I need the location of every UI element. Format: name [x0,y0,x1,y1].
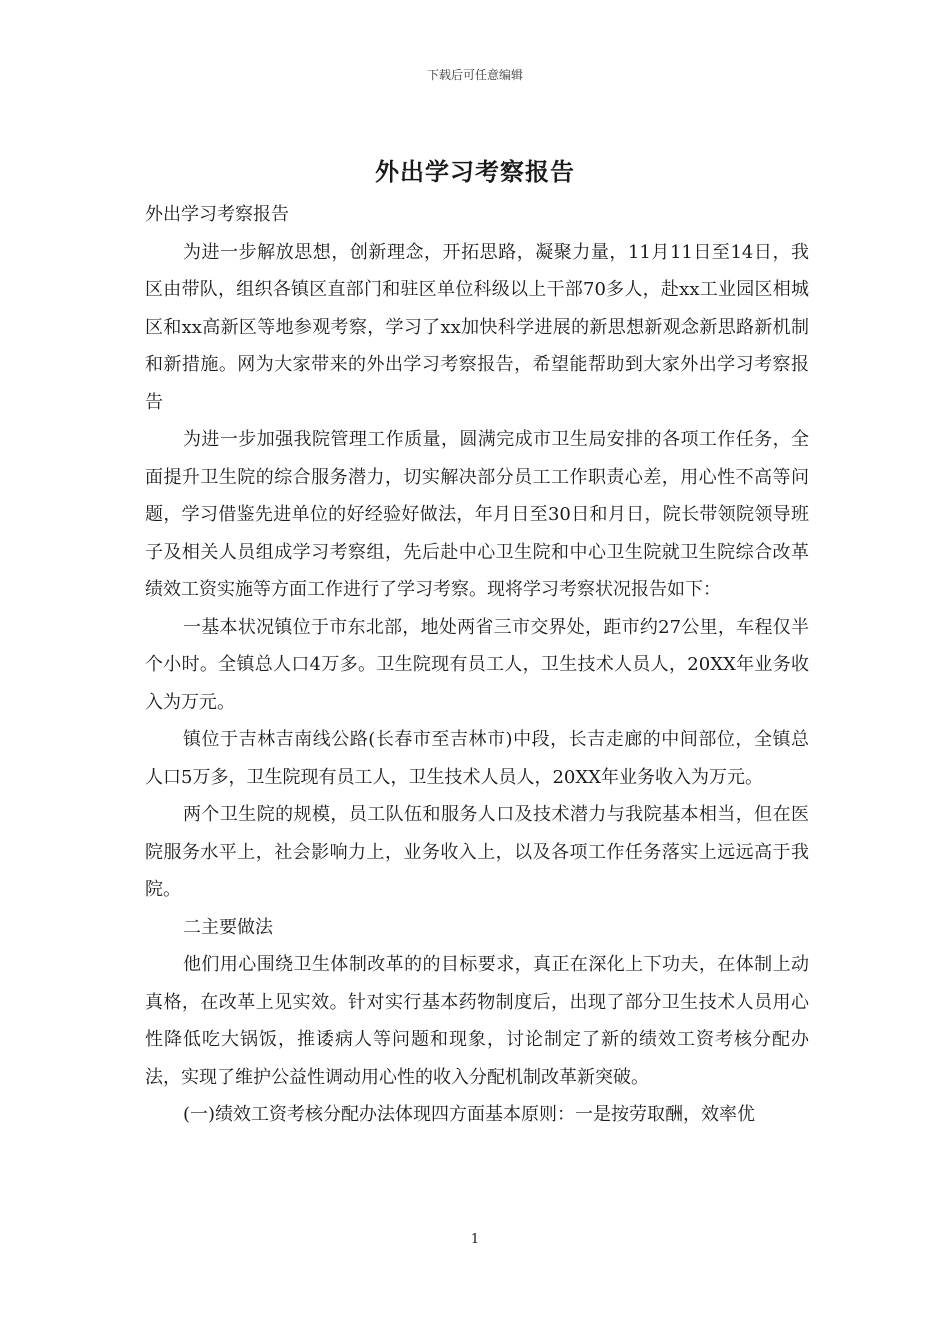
paragraph: 两个卫生院的规模，员工队伍和服务人口及技术潜力与我院基本相当，但在医院服务水平上，社会影响力上，业务收入上，以及各项工作任务落实上远远高于我院。 [145,804,809,900]
section-heading: 二主要做法 [183,916,273,938]
document-body [145,196,809,1134]
paragraph: 一基本状况镇位于市东北部，地处两省三市交界处，距市约27公里，车程仅半个小时。全镇总人口4万多。卫生院现有员工人，卫生技术人员人，20XX年业务收入为万元。 [145,616,809,713]
header-note: 下载后可任意编辑 [426,68,523,82]
paragraph: 他们用心围绕卫生体制改革的的目标要求，真正在深化上下功夫，在体制上动真格，在改革上见实效。针对实行基本药物制度后，出现了部分卫生技术人员用心性降低吃大锅饭，推诿病人等问题和现象，讨论制定了新的绩效工资考核分配办法，实现了维护公益性调动用心性的收入分配机制改革新突破。 [145,954,809,1088]
paragraph: 为进一步解放思想，创新理念，开拓思路，凝聚力量，11月11日至14日，我区由带队，组织各镇区直部门和驻区单位科级以上干部70多人，赴xx工业园区相城区和xx高新区等地参观考察，学习了xx加快科学进展的新思想新观念新思路新机制和新措施。网为大家带来的外出学习考察报告，希望能帮助到大家外出学习考察报告 [145,241,809,413]
document-title: 外出学习考察报告 [375,157,575,186]
paragraph-subtitle: 外出学习考察报告 [145,204,289,225]
paragraph: 镇位于吉林吉南线公路(长春市至吉林市)中段，长吉走廊的中间部位，全镇总人口5万多，卫生院现有员工人，卫生技术人员人，20XX年业务收入为万元。 [145,729,809,788]
page-number: 1 [470,1232,480,1247]
paragraph: (一)绩效工资考核分配办法体现四方面基本原则：一是按劳取酬，效率优 [183,1104,756,1125]
paragraph: 为进一步加强我院管理工作质量，圆满完成市卫生局安排的各项工作任务，全面提升卫生院的综合服务潜力，切实解决部分员工工作职责心差，用心性不高等问题，学习借鉴先进单位的好经验好做法，年月日至30日和月日，院长带领院领导班子及相关人员组成学习考察组，先后赴中心卫生院和中心卫生院就卫生院综合改革绩效工资实施等方面工作进行了学习考察。现将学习考察状况报告如下： [145,429,809,600]
